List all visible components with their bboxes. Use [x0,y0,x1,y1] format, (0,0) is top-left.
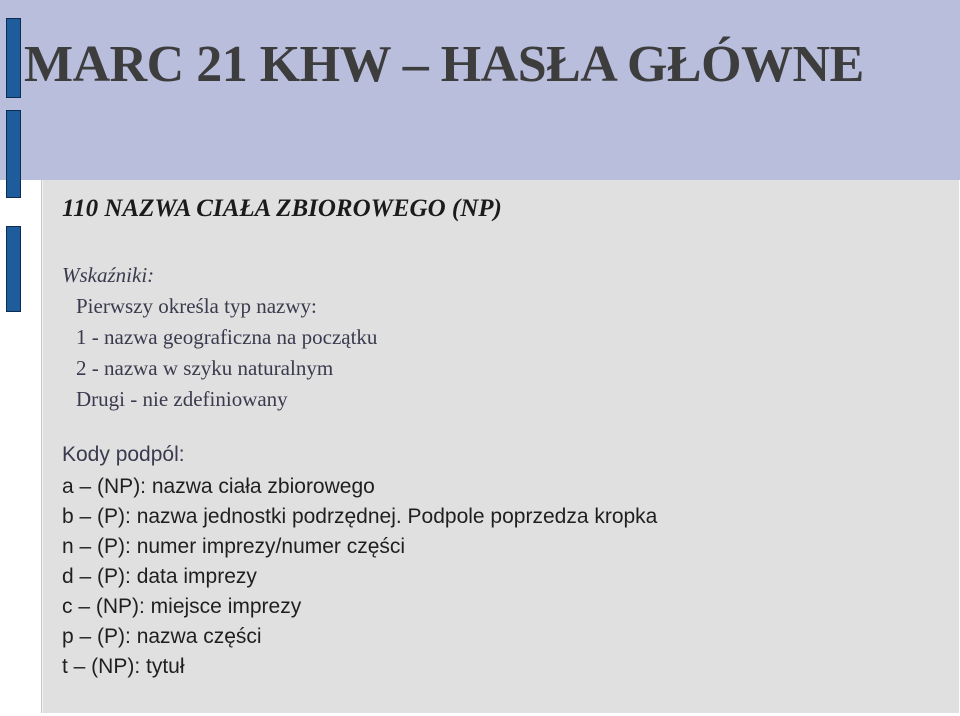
indicator-line: 2 - nazwa w szyku naturalnym [76,356,334,380]
subfields-label: Kody podpól: [62,443,185,466]
indicators-label: Wskaźniki: [62,263,155,287]
subfield-line: b – (P): nazwa jednostki podrzędnej. Podpole poprzedza kropka [62,505,658,528]
indicator-line: 1 - nazwa geograficzna na początku [76,325,378,349]
subfield-line: t – (NP): tytuł [62,655,185,678]
accent-bar-bottom [6,226,21,312]
indicator-line: Pierwszy określa typ nazwy: [76,294,317,318]
indicator-line: Drugi - nie zdefiniowany [76,387,288,411]
subfields-list [62,472,657,682]
subfield-line: p – (P): nazwa części [62,625,262,648]
slide-title: MARC 21 KHW – HASŁA GŁÓWNE [24,36,864,93]
subfield-line: d – (P): data imprezy [62,565,257,588]
indicators-list [76,291,377,415]
accent-bar-top [6,18,21,98]
subfield-line: n – (P): numer imprezy/numer części [62,535,406,558]
accent-bar-middle [6,110,21,198]
subfield-line: c – (NP): miejsce imprezy [62,595,302,618]
subfield-line: a – (NP): nazwa ciała zbiorowego [62,475,375,498]
field-heading: 110 NAZWA CIAŁA ZBIOROWEGO (NP) [62,195,502,222]
